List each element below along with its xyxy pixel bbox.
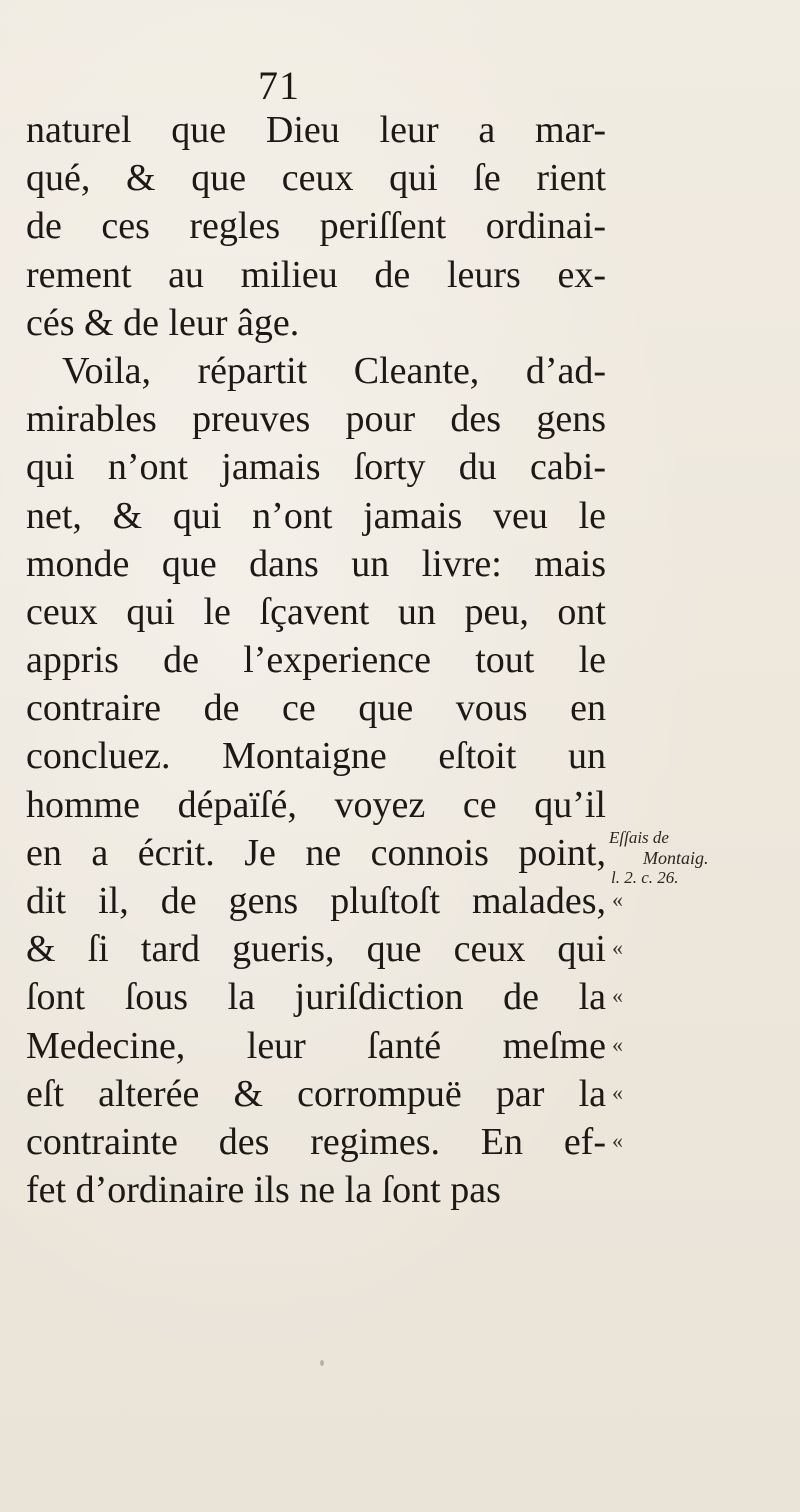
text-line: mirables preuves pour des gens bbox=[26, 398, 606, 441]
quote-mark: « bbox=[612, 887, 623, 912]
text-line: monde que dans un livre: mais bbox=[26, 542, 606, 585]
quote-mark: « bbox=[612, 1127, 623, 1153]
text-line: ceux qui le ſçavent un peu, ont bbox=[26, 590, 606, 633]
text-line: contrainte des regimes. En ef- bbox=[26, 1120, 606, 1163]
text-line: concluez. Montaigne eſtoit un bbox=[26, 735, 606, 778]
margin-note-line: l. 2. c. 26. bbox=[611, 868, 679, 887]
text-line: contraire de ce que vous en bbox=[26, 687, 606, 730]
text-line: qué, & que ceux qui ſe rient bbox=[26, 157, 606, 200]
quote-mark: « bbox=[612, 1079, 623, 1105]
text-line: qui n’ont jamais ſorty du cabi- bbox=[26, 446, 606, 489]
margin-note-line: Montaig. bbox=[643, 848, 709, 868]
text-line: de ces regles periſſent ordinai- bbox=[26, 205, 606, 248]
text-line: Medecine, leur ſanté meſme bbox=[26, 1024, 606, 1067]
text-line: net, & qui n’ont jamais veu le bbox=[26, 494, 606, 537]
text-line: naturel que Dieu leur a mar- bbox=[26, 109, 606, 151]
quote-mark: « bbox=[612, 1031, 623, 1057]
text-line: Voila, répartit Cleante, d’ad- bbox=[62, 349, 606, 392]
text-line: fet d’ordinaire ils ne la ſont pas bbox=[26, 1169, 501, 1212]
text-line: ſont ſous la juriſdiction de la bbox=[26, 976, 606, 1019]
text-line: dit il, de gens pluſtoſt malades, bbox=[26, 880, 606, 922]
text-line: appris de l’experience tout le bbox=[26, 639, 606, 682]
text-line: eſt alterée & corrompuë par la bbox=[26, 1072, 606, 1115]
text-line: en a écrit. Je ne connois point, bbox=[26, 831, 606, 874]
text-line: cés & de leur âge. bbox=[26, 301, 300, 344]
text-line: rement au milieu de leurs ex- bbox=[26, 253, 606, 296]
page-number: 71 bbox=[258, 63, 300, 108]
margin-note-line: Eſſais de bbox=[609, 828, 669, 847]
quote-mark: « bbox=[612, 983, 623, 1009]
quote-mark: « bbox=[612, 935, 623, 961]
text-line: & ſi tard gueris, que ceux qui bbox=[26, 928, 606, 971]
paper-speck bbox=[320, 1360, 324, 1366]
body-text bbox=[26, 106, 606, 1214]
text-line: homme dépaïſé, voyez ce qu’il bbox=[26, 783, 606, 826]
quotation-marks-column bbox=[612, 876, 652, 1165]
